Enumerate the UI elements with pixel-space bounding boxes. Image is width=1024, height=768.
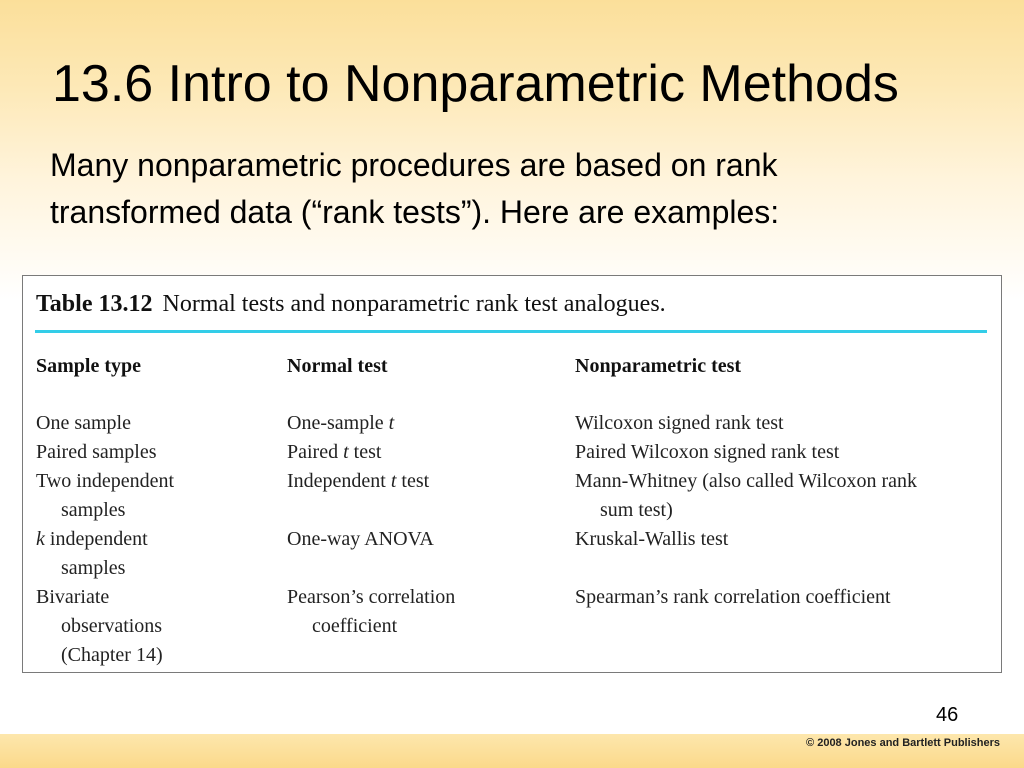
slide-title: 13.6 Intro to Nonparametric Methods (52, 55, 899, 113)
row-5-sample-type-chapter: (Chapter 14) (61, 644, 163, 666)
row-2-nonparametric-test: Paired Wilcoxon signed rank test (575, 441, 840, 463)
subtitle-line-2: transformed data (“rank tests”). Here are examples: (50, 194, 780, 230)
row-3-normal-text: Independent (287, 470, 391, 492)
row-3-nonparametric-test: Mann-Whitney (also called Wilcoxon rank (575, 470, 918, 492)
comparison-table (22, 275, 1002, 673)
row-1-normal-test (287, 409, 394, 437)
row-4-normal-test: One-way ANOVA (287, 528, 434, 550)
column-header-sample-type: Sample type (36, 355, 141, 377)
page-number: 46 (936, 704, 959, 726)
row-2-normal-text: Paired (287, 441, 344, 463)
row-5-normal-test: Pearson’s correlation (287, 586, 456, 608)
row-2-normal-t: t (343, 441, 349, 463)
slide-subtitle (50, 142, 990, 236)
caption-divider (35, 330, 987, 333)
table-caption-label: Table 13.12 (36, 291, 153, 317)
row-2-sample-type: Paired samples (36, 441, 157, 463)
row-4-sample-k: k (36, 528, 45, 550)
row-3-sample-type: Two independent (36, 470, 175, 492)
row-4-sample-text: independent (44, 528, 148, 550)
row-3-normal-suffix: test (396, 470, 430, 492)
subtitle-line-1: Many nonparametric procedures are based on rank (50, 147, 778, 183)
table-caption (36, 286, 666, 322)
row-4-nonparametric-test: Kruskal-Wallis test (575, 528, 729, 550)
row-1-sample-type: One sample (36, 412, 131, 434)
row-4-sample-type-cont: samples (61, 557, 126, 579)
row-3-normal-test (287, 467, 429, 495)
row-3-normal-t: t (390, 470, 397, 492)
row-2-normal-suffix: test (348, 441, 382, 463)
row-5-sample-type-cont: observations (61, 615, 163, 637)
row-1-nonparametric-test: Wilcoxon signed rank test (575, 412, 784, 434)
column-header-nonparametric-test: Nonparametric test (575, 355, 742, 377)
row-3-sample-type-cont: samples (61, 499, 126, 521)
copyright-notice: © 2008 Jones and Bartlett Publishers (806, 737, 1000, 749)
row-5-normal-test-cont: coefficient (312, 615, 398, 637)
table-caption-text: Normal tests and nonparametric rank test analogues. (162, 291, 666, 317)
row-1-normal-text: One-sample (287, 412, 389, 434)
row-4-sample-type (36, 525, 148, 553)
row-1-normal-t: t (388, 412, 395, 434)
row-5-nonparametric-test: Spearman’s rank correlation coefficient (575, 586, 891, 608)
row-5-sample-type: Bivariate (36, 586, 110, 608)
row-2-normal-test (287, 438, 381, 466)
row-3-nonparametric-test-cont: sum test) (600, 499, 673, 521)
column-header-normal-test: Normal test (287, 355, 388, 377)
